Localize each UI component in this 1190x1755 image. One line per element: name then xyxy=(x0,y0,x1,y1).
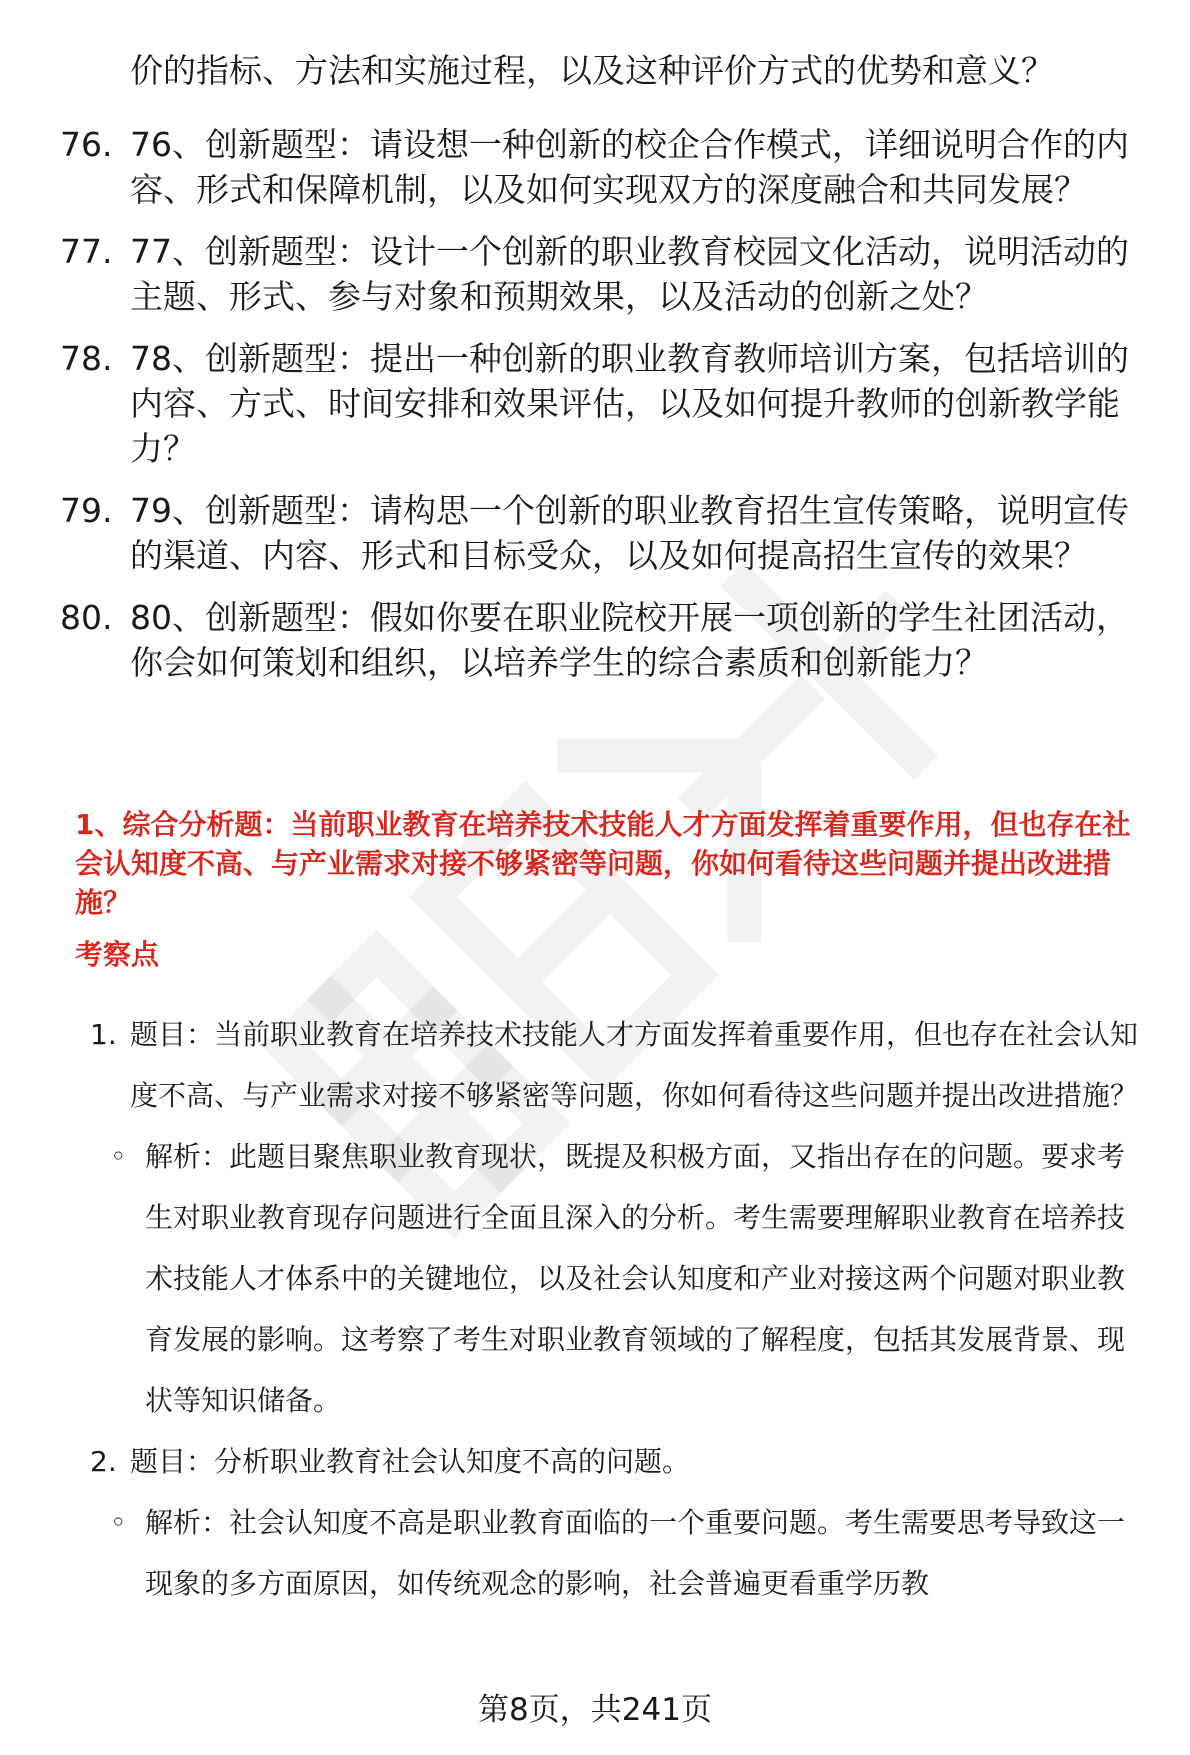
assessment-points-heading: 考察点 xyxy=(75,938,160,971)
list-item xyxy=(60,336,1150,471)
point-text: 题目：当前职业教育在培养技术技能人才方面发挥着重要作用，但也存在社会认知度不高、与产业需求对接不够紧密等问题，你如何看待这些问题并提出改进措施？ xyxy=(130,1018,1139,1112)
point-number: 1. xyxy=(90,1018,117,1051)
point-analysis xyxy=(90,1492,1150,1614)
item-number: 78. xyxy=(60,339,113,378)
analysis-text: 解析：此题目聚焦职业教育现状，既提及积极方面，又指出存在的问题。要求考生对职业教育现存问题进行全面且深入的分析。考生需要理解职业教育在培养技术技能人才体系中的关键地位，以及社会认知度和产业对接这两个问题对职业教育发展的影响。这考察了考生对职业教育领域的了解程度，包括其发展背景、现状等知识储备。 xyxy=(145,1140,1126,1417)
point-text: 题目：分析职业教育社会认知度不高的问题。 xyxy=(130,1445,691,1478)
question-text: 77、创新题型：设计一个创新的职业教育校园文化活动，说明活动的主题、形式、参与对象和预期效果，以及活动的创新之处？ xyxy=(130,232,1129,316)
question-text: 80、创新题型：假如你要在职业院校开展一项创新的学生社团活动，你会如何策划和组织，以培养学生的综合素质和创新能力？ xyxy=(130,598,1129,682)
list-item xyxy=(60,229,1150,319)
item-number: 76. xyxy=(60,125,113,164)
innovation-question-list xyxy=(60,122,1150,702)
point-item xyxy=(90,1004,1150,1126)
question-text: 76、创新题型：请设想一种创新的校企合作模式，详细说明合作的内容、形式和保障机制，以及如何实现双方的深度融合和共同发展？ xyxy=(130,125,1129,209)
item-number: 79. xyxy=(60,491,113,530)
question-text: 79、创新题型：请构思一个创新的职业教育招生宣传策略，说明宣传的渠道、内容、形式和目标受众，以及如何提高招生宣传的效果？ xyxy=(130,491,1129,575)
point-analysis xyxy=(90,1126,1150,1431)
list-item xyxy=(60,595,1150,685)
continued-question-text: 价的指标、方法和实施过程，以及这种评价方式的优势和意义？ xyxy=(130,51,1054,90)
hollow-bullet-icon: ◦ xyxy=(110,1140,127,1173)
list-item xyxy=(60,122,1150,212)
point-number: 2. xyxy=(90,1445,117,1478)
assessment-points-list xyxy=(90,1004,1150,1614)
analysis-text: 解析：社会认知度不高是职业教育面临的一个重要问题。考生需要思考导致这一现象的多方面原因，如传统观念的影响，社会普遍更看重学历教 xyxy=(145,1506,1126,1600)
item-number: 77. xyxy=(60,232,113,271)
point-item xyxy=(90,1431,1150,1492)
question-text: 78、创新题型：提出一种创新的职业教育教师培训方案，包括培训的内容、方式、时间安排和效果评估，以及如何提升教师的创新教学能力？ xyxy=(130,339,1129,468)
list-item xyxy=(60,488,1150,578)
hollow-bullet-icon: ◦ xyxy=(110,1506,127,1539)
item-number: 80. xyxy=(60,598,113,637)
analysis-question-heading: 1、综合分析题：当前职业教育在培养技术技能人才方面发挥着重要作用，但也存在社会认知度不高、与产业需求对接不够紧密等问题，你如何看待这些问题并提出改进措施？ xyxy=(75,808,1131,919)
page-number: 第8页，共241页 xyxy=(478,1692,712,1728)
